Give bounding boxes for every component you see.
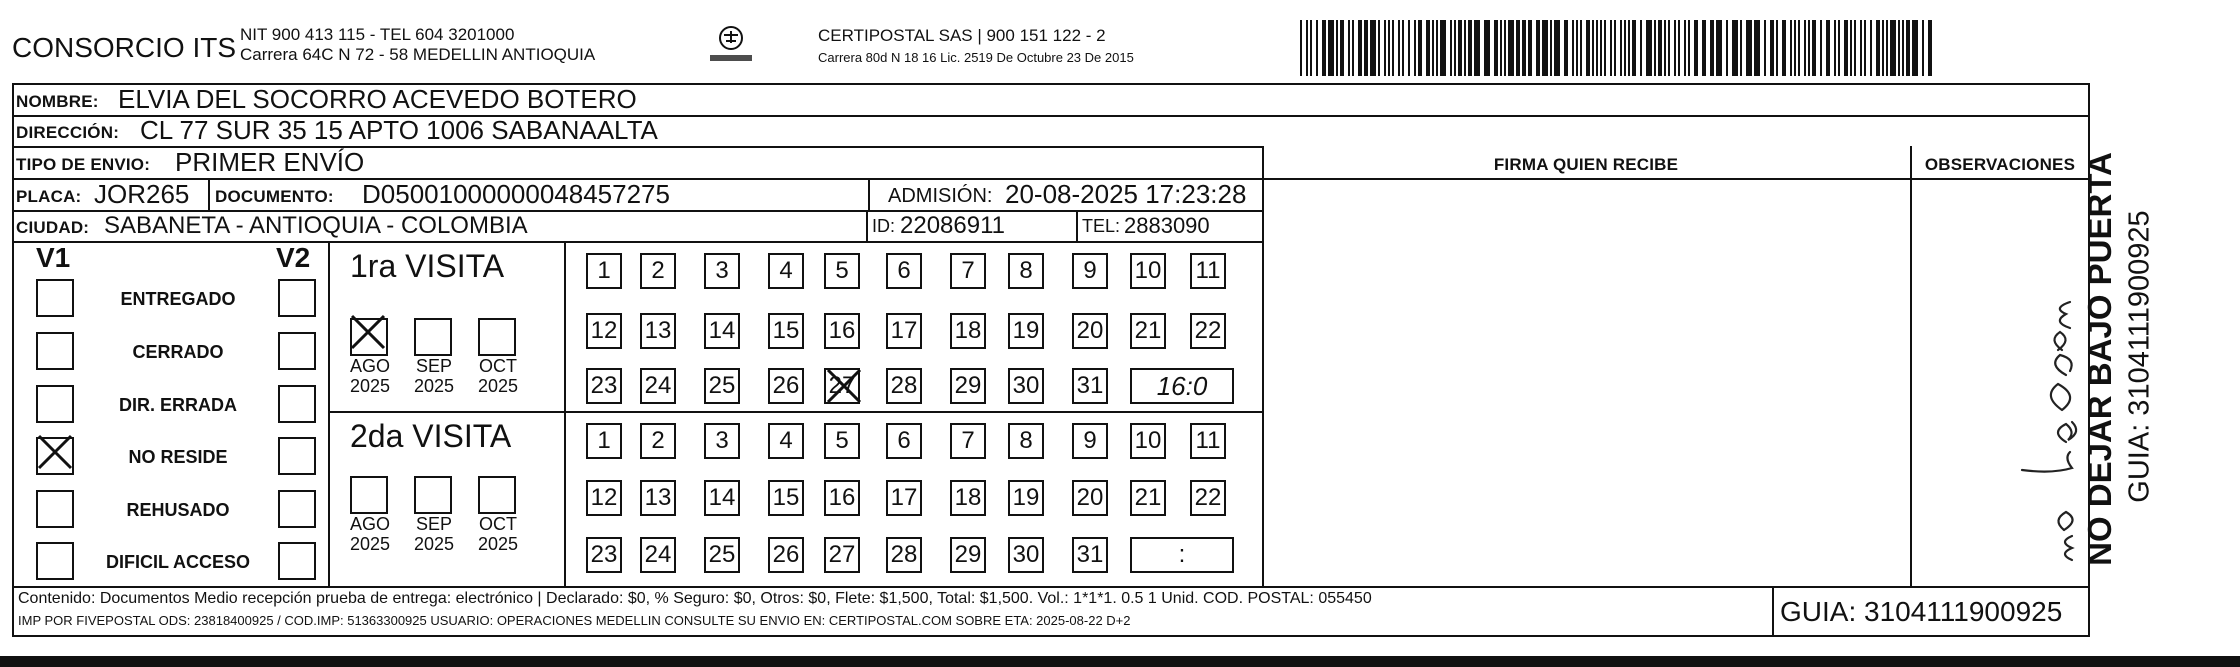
day-cell[interactable]: 11 xyxy=(1190,253,1226,289)
footer-line-2: IMP POR FIVEPOSTAL ODS: 23818400925 / COD.IMP: 51363300925 USUARIO: OPERACIONES MEDELLIN CONSULTE SU ENVIO EN: CERTIPOSTAL.COM SOBRE ETA: 2025-08-22 D+2 xyxy=(18,613,1131,628)
day-cell[interactable]: 24 xyxy=(640,368,676,404)
ciudad-label: CIUDAD: xyxy=(16,218,90,237)
firma-header: FIRMA QUIEN RECIBE xyxy=(1493,155,1679,174)
carrier-name: CERTIPOSTAL SAS | 900 151 122 - 2 xyxy=(818,26,1106,45)
v1-checkbox[interactable] xyxy=(36,332,74,370)
tel-label: TEL: xyxy=(1082,216,1121,236)
day-cell[interactable]: 28 xyxy=(886,537,922,573)
certipostal-logo-icon xyxy=(706,22,756,68)
day-cell[interactable]: 21 xyxy=(1130,313,1166,349)
footer-line-1: Contenido: Documentos Medio recepción prueba de entrega: electrónico | Declarado: $0, % Seguro: $0, Otros: $0, Flete: $1,500, Total: $1,500. Vol.: 1*1*1. 0.5 1 Unid. COD. POSTAL: 055450 xyxy=(18,590,1372,607)
second-visit-month-checkbox[interactable] xyxy=(350,476,388,514)
visit-month-label: OCT xyxy=(479,514,517,534)
day-cell[interactable]: 4 xyxy=(768,253,804,289)
documento-label: DOCUMENTO: xyxy=(215,187,334,206)
day-cell[interactable]: 9 xyxy=(1072,253,1108,289)
day-cell[interactable]: 19 xyxy=(1008,313,1044,349)
status-label: ENTREGADO xyxy=(120,289,236,309)
visit-month-label: SEP xyxy=(415,356,453,376)
tel-value: 2883090 xyxy=(1124,213,1210,238)
day-cell[interactable]: 29 xyxy=(950,537,986,573)
day-cell[interactable]: 16 xyxy=(824,480,860,516)
day-cell[interactable]: 22 xyxy=(1190,480,1226,516)
tipo-envio-label: TIPO DE ENVIO: xyxy=(16,155,151,174)
visit-year-label: 2025 xyxy=(477,534,519,554)
visit-year-label: 2025 xyxy=(349,534,391,554)
day-cell[interactable]: 5 xyxy=(824,253,860,289)
v2-checkbox[interactable] xyxy=(278,385,316,423)
v1-checkbox[interactable] xyxy=(36,542,74,580)
day-cell[interactable]: 12 xyxy=(586,480,622,516)
day-cell[interactable]: 2 xyxy=(640,423,676,459)
day-cell[interactable]: 3 xyxy=(704,253,740,289)
day-cell[interactable]: 27 xyxy=(824,537,860,573)
day-cell[interactable]: 18 xyxy=(950,480,986,516)
v2-checkbox[interactable] xyxy=(278,332,316,370)
day-cell[interactable]: 18 xyxy=(950,313,986,349)
day-cell[interactable]: 19 xyxy=(1008,480,1044,516)
day-cell[interactable]: 21 xyxy=(1130,480,1166,516)
day-cell[interactable]: 20 xyxy=(1072,480,1108,516)
day-cell[interactable]: 24 xyxy=(640,537,676,573)
first-visit-day-mark xyxy=(824,366,864,406)
day-cell[interactable]: 31 xyxy=(1072,368,1108,404)
direccion-label: DIRECCIÓN: xyxy=(16,123,120,142)
day-cell[interactable]: 8 xyxy=(1008,253,1044,289)
day-cell[interactable]: 23 xyxy=(586,537,622,573)
day-cell[interactable]: 30 xyxy=(1008,537,1044,573)
first-visit-month-checkbox[interactable] xyxy=(478,318,516,356)
day-cell[interactable]: 15 xyxy=(768,480,804,516)
day-cell[interactable]: 6 xyxy=(886,423,922,459)
day-cell[interactable]: 11 xyxy=(1190,423,1226,459)
nombre-label: NOMBRE: xyxy=(16,92,99,111)
admision-label: ADMISIÓN: xyxy=(888,185,993,207)
v1-label: V1 xyxy=(36,242,71,273)
day-cell[interactable]: 6 xyxy=(886,253,922,289)
day-cell[interactable]: 16 xyxy=(824,313,860,349)
day-cell[interactable]: 4 xyxy=(768,423,804,459)
barcode xyxy=(1300,20,1932,76)
ciudad-value: SABANETA - ANTIOQUIA - COLOMBIA xyxy=(104,212,528,239)
day-cell[interactable]: 14 xyxy=(704,480,740,516)
day-cell[interactable]: 23 xyxy=(586,368,622,404)
day-cell[interactable]: 25 xyxy=(704,537,740,573)
visit-month-label: AGO xyxy=(349,514,390,534)
day-cell[interactable]: 9 xyxy=(1072,423,1108,459)
time-cell[interactable]: 16:0 xyxy=(1130,368,1234,404)
v1-no-reside-mark xyxy=(35,432,75,472)
placa-value: JOR265 xyxy=(94,179,190,209)
tipo-envio-value: PRIMER ENVÍO xyxy=(175,147,365,177)
admision-value: 20-08-2025 17:23:28 xyxy=(1005,179,1247,209)
company-address: Carrera 64C N 72 - 58 MEDELLIN ANTIOQUIA xyxy=(240,45,596,64)
day-cell[interactable]: 12 xyxy=(586,313,622,349)
first-visit-title: 1ra VISITA xyxy=(350,248,505,284)
v2-checkbox[interactable] xyxy=(278,490,316,528)
status-label: REHUSADO xyxy=(126,500,230,520)
second-visit-title: 2da VISITA xyxy=(350,418,512,454)
visit-year-label: 2025 xyxy=(413,534,455,554)
day-cell[interactable]: 26 xyxy=(768,368,804,404)
time-cell[interactable]: : xyxy=(1130,537,1234,573)
v1-checkbox[interactable] xyxy=(36,385,74,423)
company-nit: NIT 900 413 115 - TEL 604 3201000 xyxy=(240,25,515,44)
first-visit-month-checkbox[interactable] xyxy=(414,318,452,356)
day-cell[interactable]: 1 xyxy=(586,423,622,459)
day-cell[interactable]: 31 xyxy=(1072,537,1108,573)
day-cell[interactable]: 15 xyxy=(768,313,804,349)
second-visit-month-checkbox[interactable] xyxy=(478,476,516,514)
v1-checkbox[interactable] xyxy=(36,490,74,528)
day-cell[interactable]: 10 xyxy=(1130,423,1166,459)
nombre-value: ELVIA DEL SOCORRO ACEVEDO BOTERO xyxy=(118,84,637,114)
day-cell[interactable]: 1 xyxy=(586,253,622,289)
visit-year-label: 2025 xyxy=(477,376,519,396)
day-cell[interactable]: 25 xyxy=(704,368,740,404)
visit-month-label: AGO xyxy=(349,356,390,376)
v2-label: V2 xyxy=(276,242,311,273)
direccion-value: CL 77 SUR 35 15 APTO 1006 SABANAALTA xyxy=(140,115,658,145)
visit-month-label: SEP xyxy=(415,514,453,534)
day-cell[interactable]: 2 xyxy=(640,253,676,289)
day-cell[interactable]: 26 xyxy=(768,537,804,573)
id-label: ID: xyxy=(872,216,896,236)
day-cell[interactable]: 7 xyxy=(950,253,986,289)
day-cell[interactable]: 3 xyxy=(704,423,740,459)
day-cell[interactable]: 30 xyxy=(1008,368,1044,404)
day-cell[interactable]: 13 xyxy=(640,313,676,349)
visit-year-label: 2025 xyxy=(349,376,391,396)
visit-month-label: OCT xyxy=(479,356,517,376)
company-name: CONSORCIO ITS xyxy=(12,32,237,63)
day-cell[interactable]: 8 xyxy=(1008,423,1044,459)
day-cell[interactable]: 17 xyxy=(886,313,922,349)
guia-box: GUIA: 3104111900925 xyxy=(1780,596,2063,627)
day-cell[interactable]: 5 xyxy=(824,423,860,459)
day-cell[interactable]: 20 xyxy=(1072,313,1108,349)
id-value: 22086911 xyxy=(900,212,1005,239)
day-cell[interactable]: 29 xyxy=(950,368,986,404)
status-label: DIFICIL ACCESO xyxy=(105,552,250,572)
visit-year-label: 2025 xyxy=(413,376,455,396)
side-warning: NO DEJAR BAJO PUERTA xyxy=(2081,152,2118,566)
day-cell[interactable]: 22 xyxy=(1190,313,1226,349)
v2-checkbox[interactable] xyxy=(278,437,316,475)
status-label: DIR. ERRADA xyxy=(118,395,237,415)
day-cell[interactable]: 14 xyxy=(704,313,740,349)
status-label: CERRADO xyxy=(132,342,224,362)
first-visit-ago-mark xyxy=(348,312,388,352)
side-guia: GUIA: 3104111900925 xyxy=(2123,210,2156,503)
day-cell[interactable]: 28 xyxy=(886,368,922,404)
status-label: NO RESIDE xyxy=(128,447,228,467)
v2-checkbox[interactable] xyxy=(278,542,316,580)
v1-checkbox[interactable] xyxy=(36,279,74,317)
placa-label: PLACA: xyxy=(16,187,82,206)
v2-checkbox[interactable] xyxy=(278,279,316,317)
second-visit-month-checkbox[interactable] xyxy=(414,476,452,514)
bottom-bar xyxy=(0,656,2240,667)
day-cell[interactable]: 17 xyxy=(886,480,922,516)
day-cell[interactable]: 13 xyxy=(640,480,676,516)
day-cell[interactable]: 10 xyxy=(1130,253,1166,289)
documento-value: D05001000000048457275 xyxy=(362,179,670,209)
certipostal-logo xyxy=(706,22,756,68)
observaciones-header: OBSERVACIONES xyxy=(1924,155,2076,174)
day-cell[interactable]: 7 xyxy=(950,423,986,459)
carrier-address: Carrera 80d N 18 16 Lic. 2519 De Octubre 23 De 2015 xyxy=(818,50,1134,65)
day-cell[interactable]: 27 xyxy=(824,368,860,404)
